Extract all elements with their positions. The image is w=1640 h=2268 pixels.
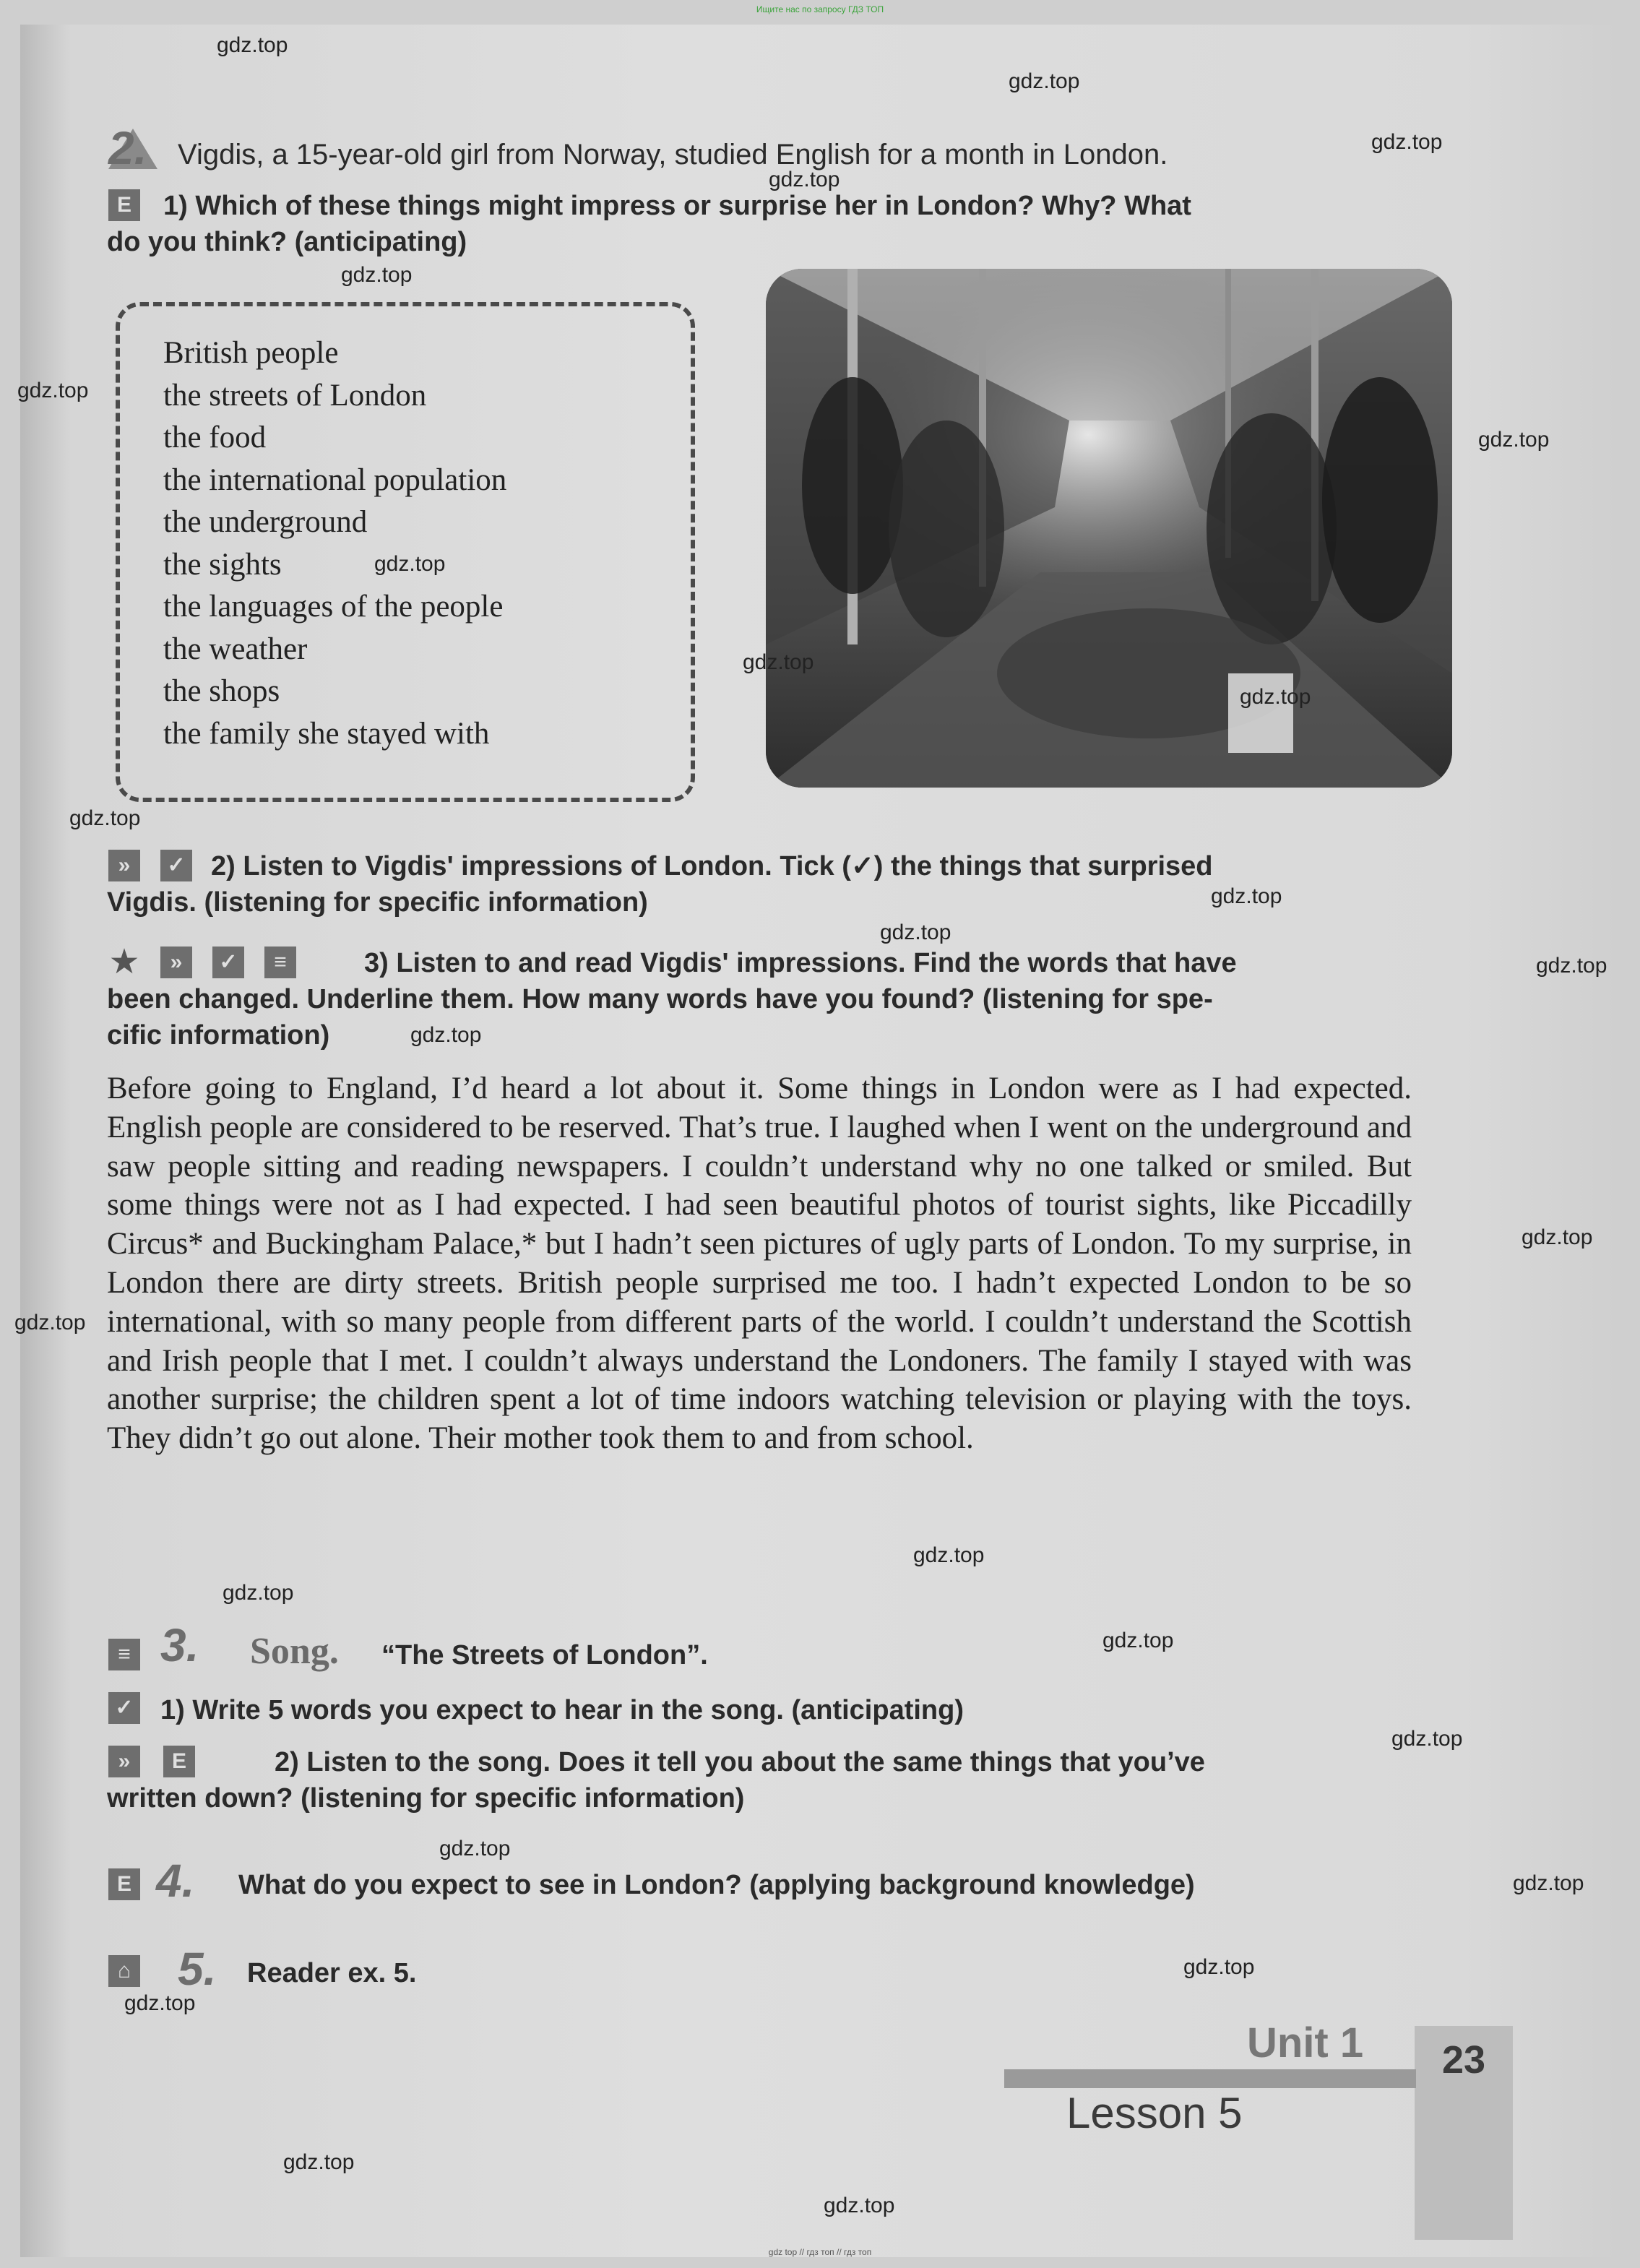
task-3-line-3: cific information): [107, 1020, 330, 1051]
top-note: Ищите нас по запросу ГДЗ ТОП: [756, 4, 884, 14]
home-icon: ⌂: [108, 1955, 140, 1987]
watermark: gdz.top: [124, 1991, 196, 2015]
watermark: gdz.top: [69, 806, 141, 830]
topic-list-item: the weather: [163, 631, 308, 666]
song-task-2-line-1: 2) Listen to the song. Does it tell you about the same things that you’ve: [275, 1747, 1205, 1777]
topic-list-item: the shops: [163, 674, 280, 708]
watermark: gdz.top: [1240, 685, 1311, 709]
task-2-line-2: Vigdis. (listening for specific information): [107, 887, 648, 918]
watermark: gdz.top: [14, 1311, 86, 1335]
topic-list-item: the languages of the people: [163, 590, 504, 624]
exercise-2-intro: Vigdis, a 15-year-old girl from Norway, studied English for a month in London.: [178, 139, 1168, 171]
write-icon: E: [108, 189, 140, 221]
exercise-2-number: 2.: [108, 122, 147, 174]
topic-list-item: the sights: [163, 547, 282, 582]
topic-list-item: the underground: [163, 505, 368, 539]
watermark: gdz.top: [1371, 130, 1443, 154]
audio-icon: »: [108, 1746, 140, 1777]
unit-label: Unit 1: [1247, 2019, 1364, 2066]
watermark: gdz.top: [880, 920, 951, 944]
task-1-line-1: 1) Which of these things might impress or surprise her in London? Why? What: [163, 191, 1191, 221]
song-task-1: 1) Write 5 words you expect to hear in the song. (anticipating): [160, 1695, 964, 1725]
exercise-4-number: 4.: [156, 1855, 195, 1907]
topic-list-item: the international population: [163, 462, 507, 497]
watermark: gdz.top: [769, 168, 840, 191]
watermark: gdz.top: [1391, 1727, 1463, 1751]
watermark: gdz.top: [1183, 1955, 1255, 1979]
page-number: 23: [1441, 2038, 1486, 2082]
star-icon: ★: [108, 943, 140, 981]
audio-icon: »: [160, 947, 192, 978]
watermark: gdz.top: [217, 33, 288, 57]
exercise-3-number: 3.: [160, 1619, 199, 1671]
underground-photo-image: [766, 269, 1452, 788]
task-1-line-2: do you think? (anticipating): [107, 227, 467, 257]
write-icon: E: [108, 1868, 140, 1900]
watermark: gdz.top: [1102, 1629, 1174, 1652]
watermark: gdz.top: [913, 1543, 985, 1567]
tick-icon: ✓: [160, 850, 192, 881]
watermark: gdz.top: [283, 2150, 355, 2174]
task-3-line-1: 3) Listen to and read Vigdis' impressions. Find the words that have: [364, 948, 1237, 978]
song-title: Song.: [250, 1631, 339, 1672]
watermark: gdz.top: [1478, 428, 1550, 452]
topic-list-item: the streets of London: [163, 378, 427, 413]
footer-rule: [1004, 2069, 1416, 2088]
exercise-5-number: 5.: [178, 1943, 217, 1995]
song-subtitle: “The Streets of London”.: [381, 1640, 708, 1670]
topic-list-item: British people: [163, 336, 339, 370]
watermark: gdz.top: [743, 650, 814, 674]
vigdis-passage: Before going to England, I’d heard a lot about it. Some things in London were as I had expected. English people are considered to be reserved. That’s true. I laughed when I went on the underground and saw people sitting and reading newspapers. I couldn’t understand why no one talked or smiled. But some things were not as I had expected. I had seen beautiful photos of tourist sights, like Piccadilly Circus* and Buckingham Palace,* but I hadn’t seen pictures of ugly parts of London. To my surprise, in London there are dirty streets. British people surprised me too. I hadn’t expected London to be so international, with so many people from different parts of the world. I couldn’t understand the Scottish and Irish people that I met. I couldn’t always understand the Londoners. The family I stayed with was another surprise; the children spent a lot of time indoors watching television or playing with the toys. They didn’t go out alone. Their mother took them to and from school.: [107, 1072, 1412, 1456]
song-task-2-line-2: written down? (listening for specific information): [107, 1783, 745, 1814]
read-icon: ≡: [264, 947, 296, 978]
watermark: gdz.top: [824, 2194, 895, 2217]
watermark: gdz.top: [439, 1837, 511, 1860]
tick-icon: ✓: [212, 947, 244, 978]
topic-list-item: the food: [163, 421, 267, 454]
task-2-line-1: 2) Listen to Vigdis' impressions of London. Tick (✓) the things that surprised: [211, 851, 1213, 881]
task-3-line-2: been changed. Underline them. How many words have you found? (listening for spe-: [107, 984, 1213, 1014]
bottom-note: gdz top // гдз топ // гдз топ: [768, 2247, 872, 2257]
watermark: gdz.top: [341, 263, 413, 287]
underground-photo: [766, 269, 1452, 788]
watermark: gdz.top: [1522, 1225, 1593, 1249]
read-icon: ≡: [108, 1639, 140, 1670]
watermark: gdz.top: [223, 1581, 294, 1605]
tick-icon: ✓: [108, 1692, 140, 1724]
lesson-label: Lesson 5: [1066, 2089, 1243, 2137]
exercise-4-text: What do you expect to see in London? (applying background knowledge): [238, 1870, 1195, 1900]
watermark: gdz.top: [410, 1023, 482, 1047]
write-icon: E: [163, 1746, 195, 1777]
watermark: gdz.top: [1211, 884, 1282, 908]
watermark: gdz.top: [1009, 69, 1080, 93]
watermark: gdz.top: [17, 379, 89, 402]
exercise-5-text: Reader ex. 5.: [247, 1958, 417, 1988]
watermark: gdz.top: [1513, 1871, 1584, 1895]
topics-list: [163, 332, 506, 755]
watermark: gdz.top: [374, 552, 446, 576]
watermark: gdz.top: [1536, 954, 1607, 978]
topic-list-item: the family she stayed with: [163, 716, 490, 751]
audio-icon: »: [108, 850, 140, 881]
